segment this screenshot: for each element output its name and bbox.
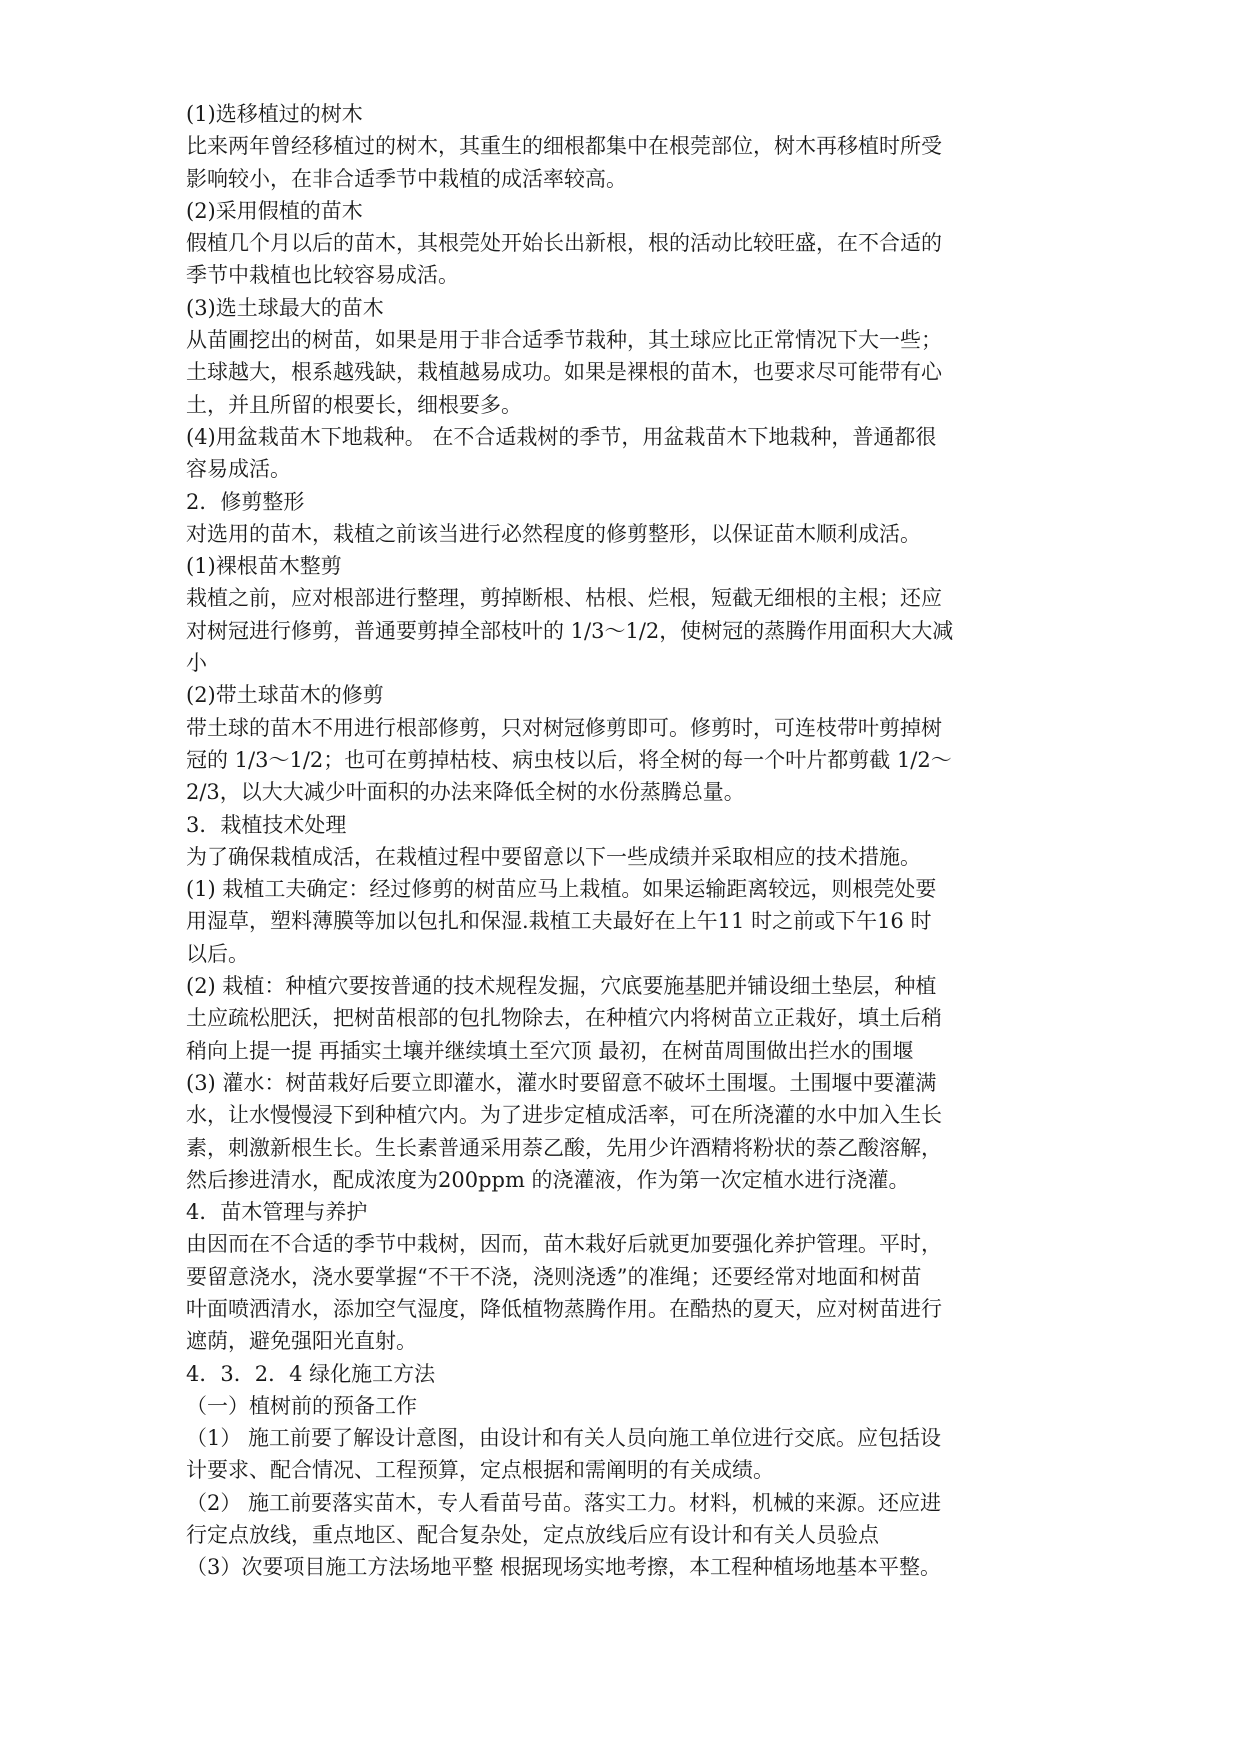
text-line: (2)带土球苗木的修剪 bbox=[186, 683, 384, 708]
text-line: 计要求、配合情况、工程预算，定点根据和需阐明的有关成绩。 bbox=[186, 1458, 774, 1483]
text-line: 比来两年曾经移植过的树木，其重生的细根都集中在根莞部位，树木再移植时所受 bbox=[186, 134, 942, 159]
text-line: (3)选土球最大的苗木 bbox=[186, 295, 384, 320]
text-line: 行定点放线，重点地区、配合复杂处，定点放线后应有设计和有关人员验点 bbox=[186, 1523, 879, 1548]
text-line: 稍向上提一提 再插实土壤并继续填土至穴顶 最初，在树苗周围做出拦水的围堰 bbox=[186, 1038, 914, 1063]
text-line: (2) 栽植：种植穴要按普通的技术规程发掘，穴底要施基肥并铺设细土垫层，种植 bbox=[186, 974, 937, 999]
text-line: （1） 施工前要了解设计意图，由设计和有关人员向施工单位进行交底。应包括设 bbox=[186, 1426, 942, 1451]
text-line: 叶面喷洒清水，添加空气湿度，降低植物蒸腾作用。在酷热的夏天，应对树苗进行 bbox=[186, 1296, 942, 1321]
text-line: 3．栽植技术处理 bbox=[186, 812, 347, 837]
text-line: 土球越大，根系越残缺，栽植越易成功。如果是裸根的苗木，也要求尽可能带有心 bbox=[186, 360, 942, 385]
text-line: 土应疏松肥沃，把树苗根部的包扎物除去，在种植穴内将树苗立正栽好，填土后稍 bbox=[186, 1006, 942, 1031]
text-line: 以后。 bbox=[186, 941, 249, 966]
text-line: 素，刺激新根生长。生长素普通采用萘乙酸，先用少许酒精将粉状的萘乙酸溶解， bbox=[186, 1135, 942, 1160]
text-line: 栽植之前，应对根部进行整理，剪掉断根、枯根、烂根，短截无细根的主根；还应 bbox=[186, 586, 942, 611]
text-line: 季节中栽植也比较容易成活。 bbox=[186, 263, 459, 288]
text-line: (3) 灌水：树苗栽好后要立即灌水，灌水时要留意不破坏土围堰。土围堰中要灌满 bbox=[186, 1070, 937, 1095]
text-line: 对树冠进行修剪，普通要剪掉全部枝叶的 1/3～1/2，使树冠的蒸腾作用面积大大减 bbox=[186, 618, 954, 643]
text-line: 然后掺进清水，配成浓度为200ppm 的浇灌液，作为第一次定植水进行浇灌。 bbox=[186, 1167, 910, 1192]
text-line: 4．苗木管理与养护 bbox=[186, 1200, 368, 1225]
text-line: 4．3．2．4 绿化施工方法 bbox=[186, 1361, 436, 1386]
text-line: 为了确保栽植成活，在栽植过程中要留意以下一些成绩并采取相应的技术措施。 bbox=[186, 844, 921, 869]
text-line: 由因而在不合适的季节中栽树，因而，苗木栽好后就更加要强化养护管理。平时， bbox=[186, 1232, 942, 1257]
text-line: 2/3，以大大减少叶面积的办法来降低全树的水份蒸腾总量。 bbox=[186, 780, 745, 805]
document-body bbox=[186, 98, 1086, 1584]
text-line: 遮荫，避免强阳光直射。 bbox=[186, 1329, 417, 1354]
text-line: 要留意浇水，浇水要掌握“不干不浇，浇则浇透”的准绳；还要经常对地面和树苗 bbox=[186, 1264, 922, 1289]
text-line: （2） 施工前要落实苗木，专人看苗号苗。落实工力。材料，机械的来源。还应进 bbox=[186, 1490, 942, 1515]
text-line: 冠的 1/3～1/2；也可在剪掉枯枝、病虫枝以后，将全树的每一个叶片都剪截 1/2～ bbox=[186, 747, 952, 772]
text-line: 用湿草，塑料薄膜等加以包扎和保湿.栽植工夫最好在上午11 时之前或下午16 时 bbox=[186, 909, 932, 934]
text-line: (1) 栽植工夫确定：经过修剪的树苗应马上栽植。如果运输距离较远，则根莞处要 bbox=[186, 877, 937, 902]
text-line: 影响较小，在非合适季节中栽植的成活率较高。 bbox=[186, 166, 627, 191]
text-line: (2)采用假植的苗木 bbox=[186, 198, 363, 223]
text-line: 容易成活。 bbox=[186, 457, 291, 482]
text-line: 从苗圃挖出的树苗，如果是用于非合适季节栽种，其土球应比正常情况下大一些； bbox=[186, 328, 942, 353]
text-line: (1)选移植过的树木 bbox=[186, 102, 363, 126]
text-line: （3）次要项目施工方法场地平整 根据现场实地考擦，本工程种植场地基本平整。 bbox=[186, 1555, 942, 1580]
text-line: 水，让水慢慢浸下到种植穴内。为了进步定植成活率，可在所浇灌的水中加入生长 bbox=[186, 1103, 942, 1128]
text-line: 对选用的苗木，栽植之前该当进行必然程度的修剪整形，以保证苗木顺利成活。 bbox=[186, 521, 921, 546]
text-line: (1)裸根苗木整剪 bbox=[186, 554, 342, 579]
text-line: 土，并且所留的根要长，细根要多。 bbox=[186, 392, 522, 417]
text-line: 小 bbox=[186, 651, 207, 676]
text-line: (4)用盆栽苗木下地栽种。 在不合适栽树的季节，用盆栽苗木下地栽种，普通都很 bbox=[186, 424, 937, 449]
text-line: 2．修剪整形 bbox=[186, 489, 305, 514]
text-line: （一）植树前的预备工作 bbox=[186, 1393, 417, 1418]
text-line: 带土球的苗木不用进行根部修剪，只对树冠修剪即可。修剪时，可连枝带叶剪掉树 bbox=[186, 715, 942, 740]
text-line: 假植几个月以后的苗木，其根莞处开始长出新根，根的活动比较旺盛，在不合适的 bbox=[186, 231, 942, 256]
